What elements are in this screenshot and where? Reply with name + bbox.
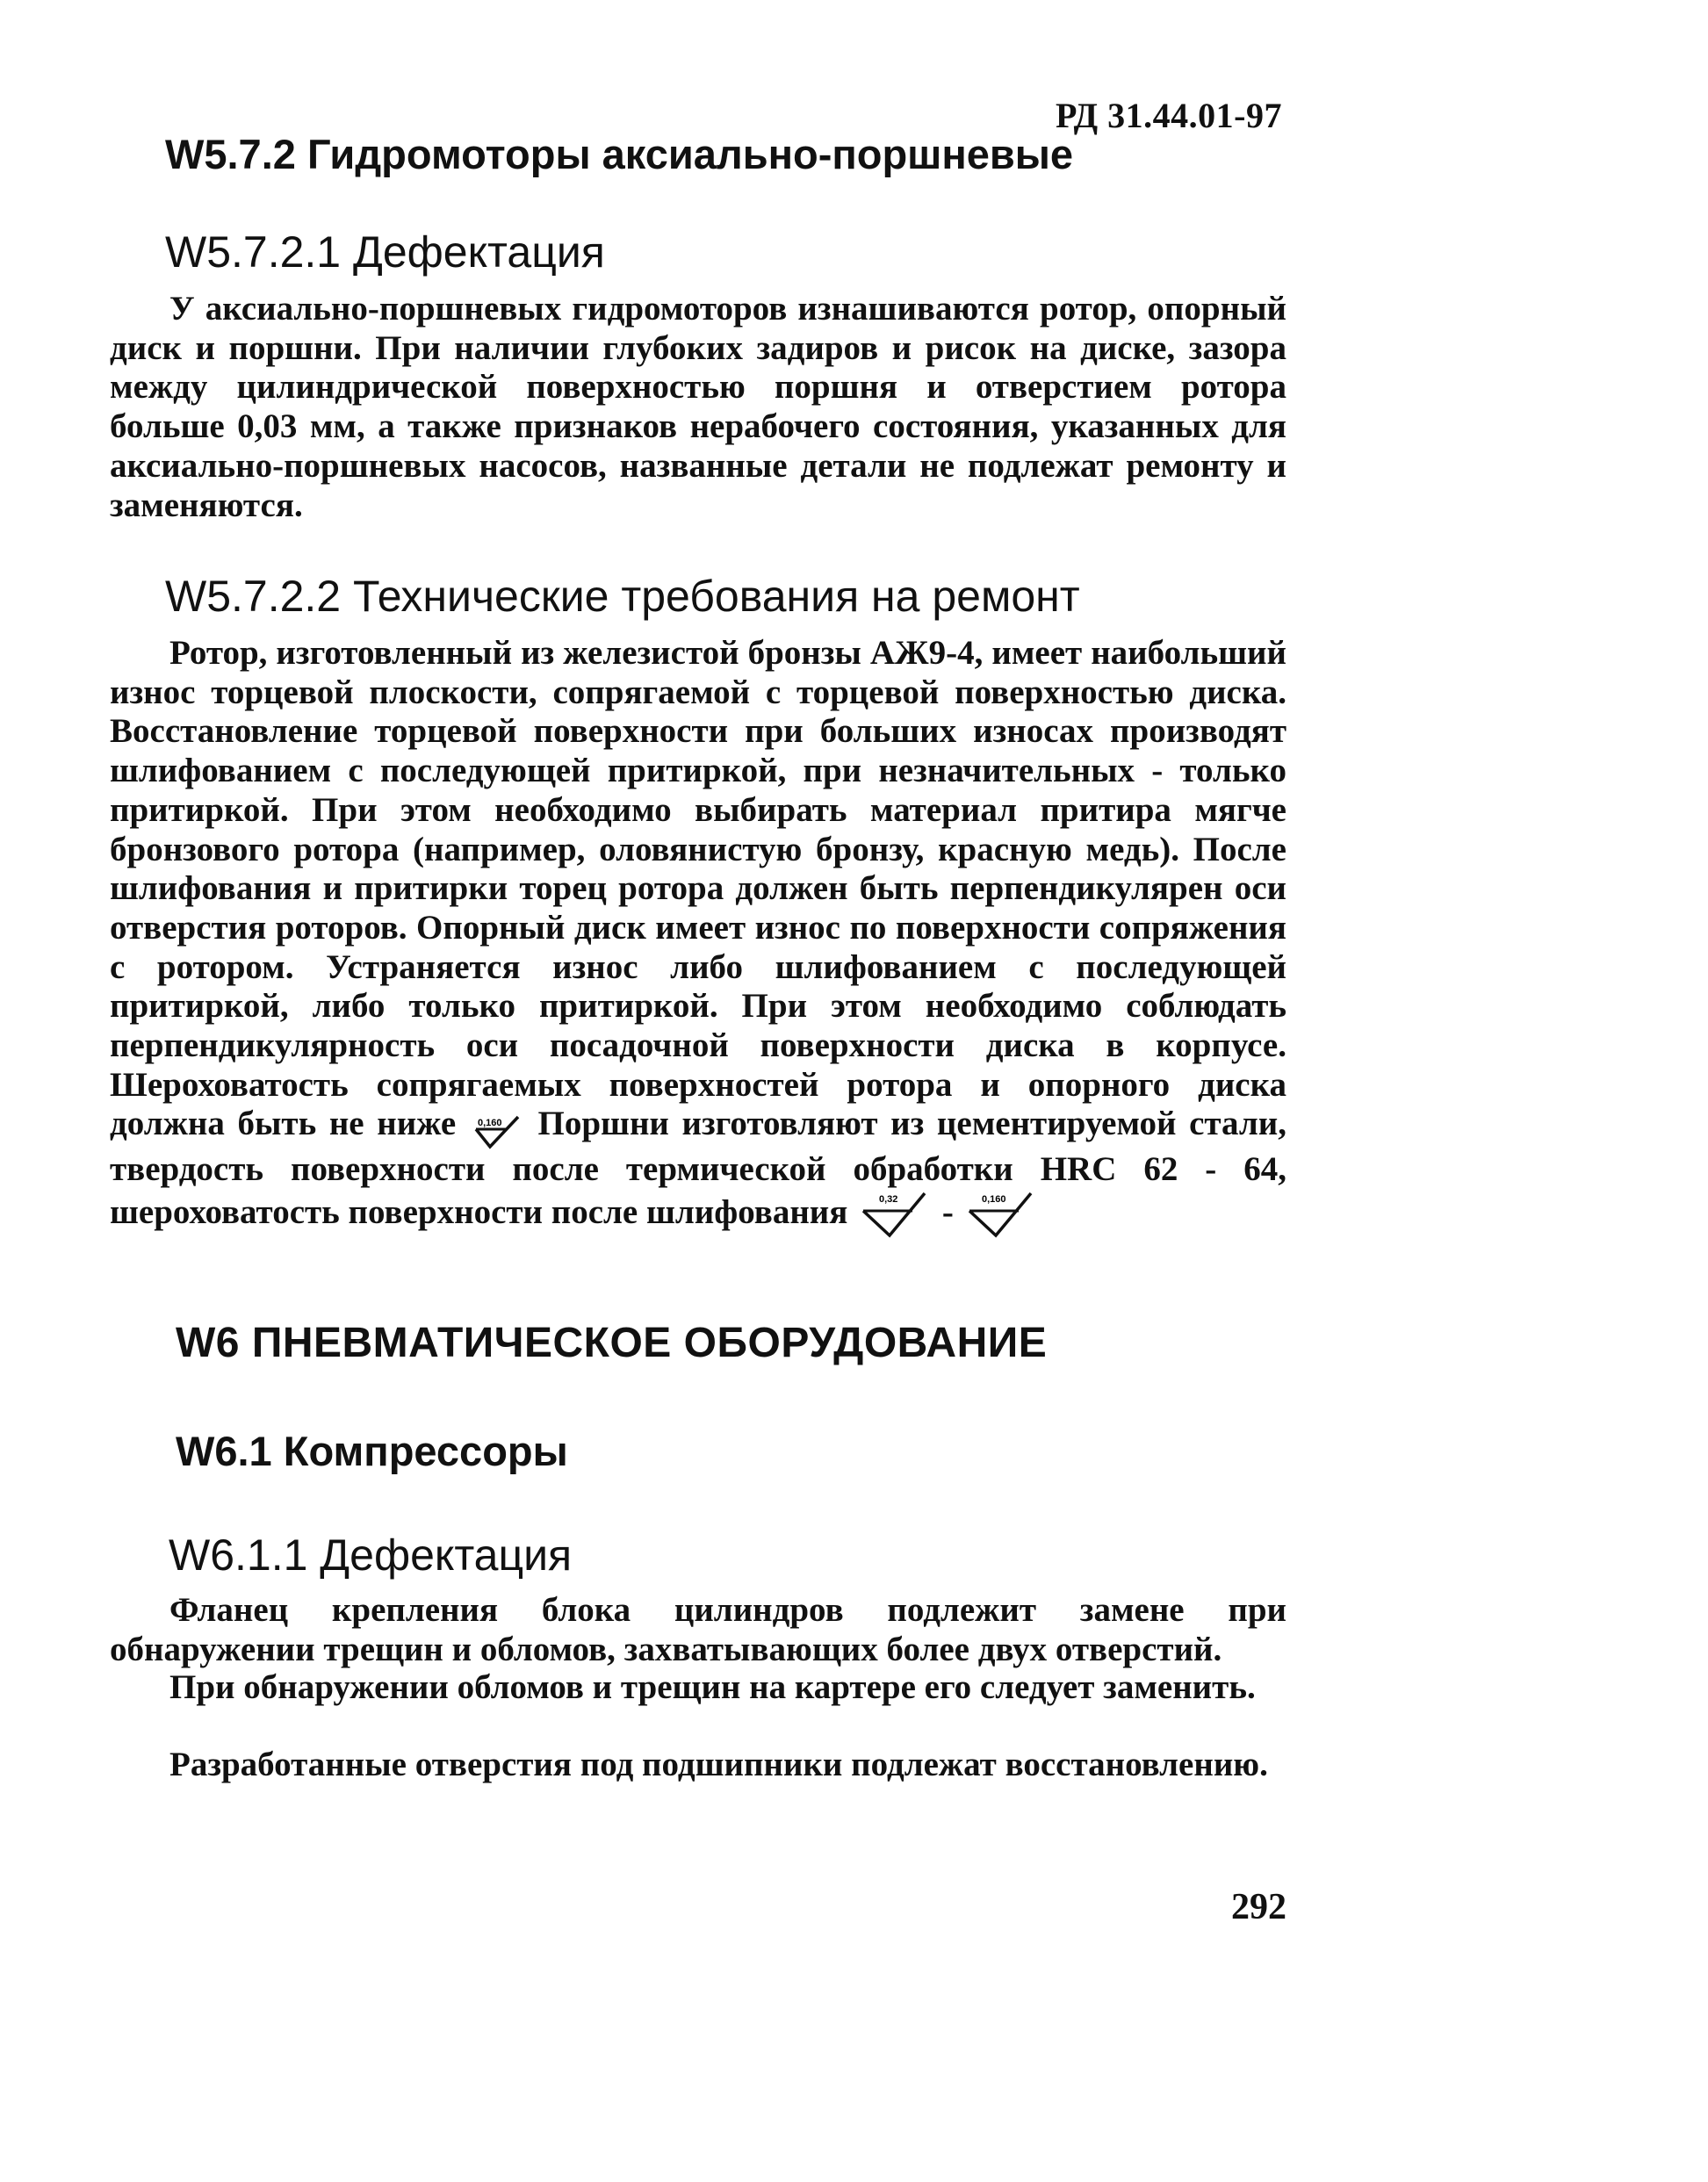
section-title-repair-requirements: W5.7.2.2 Технические требования на ремонт: [165, 572, 1080, 621]
chapter-title-pneumatic: W6 ПНЕВМАТИЧЕСКОЕ ОБОРУДОВАНИЕ: [176, 1320, 1048, 1366]
repair-text-part-1: Ротор, изготовленный из железистой бронзы АЖ9-4, имеет наибольший износ торцевой плоскости, сопрягаемой с торцевой поверхностью диска. Восстановление торцевой поверхности при больших износах производят шлифованием с последующей притиркой, при незначительных - только притиркой. При этом необходимо выбирать материал притира мягче бронзового ротора (например, оловянистую бронзу, красную медь). После шлифования и притирки торец ротора должен быть перпендикулярен оси отверстия роторов. Опорный диск имеет износ по поверхности сопряжения с ротором. Устраняется износ либо шлифованием с последующей притиркой, либо только притиркой. При этом необходимо соблюдать перпендикулярность оси посадочной поверхности диска в корпусе. Шероховатость сопрягаемых поверхностей ротора и опорного диска должна быть не ниже: [110, 634, 1286, 1143]
section-title-hydromotors: W5.7.2 Гидромоторы аксиально-поршневые: [165, 131, 1074, 177]
section-title-defect-2: W6.1.1 Дефектация: [169, 1530, 573, 1580]
section-title-compressors: W6.1 Компрессоры: [176, 1428, 568, 1474]
repair-text-part-2: Поршни изготовляют из цементируемой стали, твердость поверхности после термической обработки HRC 62 - 64, шероховатость поверхности после шлифования: [110, 1105, 1286, 1232]
roughness-value: 0,160: [477, 1118, 502, 1129]
roughness-symbol-icon: [860, 1190, 930, 1239]
roughness-symbol-icon: [966, 1190, 1036, 1239]
paragraph-defect-hydromotors: У аксиально-поршневых гидромоторов изнашиваются ротор, опорный диск и поршни. При наличии глубоких задиров и рисок на диске, зазора между цилиндрической поверхностью поршня и отверстием ротора больше 0,03 мм, а также признаков нерабочего состояния, указанных для аксиально-поршневых насосов, названные детали не подлежат ремонту и заменяются.: [110, 290, 1286, 524]
page-number: 292: [1231, 1887, 1286, 1927]
roughness-symbol-icon: [472, 1115, 522, 1150]
roughness-value: 0,32: [879, 1194, 898, 1206]
paragraph-repair-requirements: [110, 634, 1286, 1239]
document-code: РД 31.44.01-97: [1056, 96, 1282, 135]
section-title-defect-1: W5.7.2.1 Дефектация: [165, 227, 605, 277]
paragraph-crankcase: При обнаружении обломов и трещин на картере его следует заменить.: [169, 1668, 1256, 1706]
roughness-dash: -: [941, 1193, 954, 1232]
paragraph-flange: Фланец крепления блока цилиндров подлежит замене при обнаружении трещин и обломов, захватывающих более двух отверстий.: [110, 1591, 1286, 1668]
roughness-value: 0,160: [981, 1194, 1006, 1206]
paragraph-bearing-holes: Разработанные отверстия под подшипники подлежат восстановлению.: [169, 1746, 1268, 1783]
